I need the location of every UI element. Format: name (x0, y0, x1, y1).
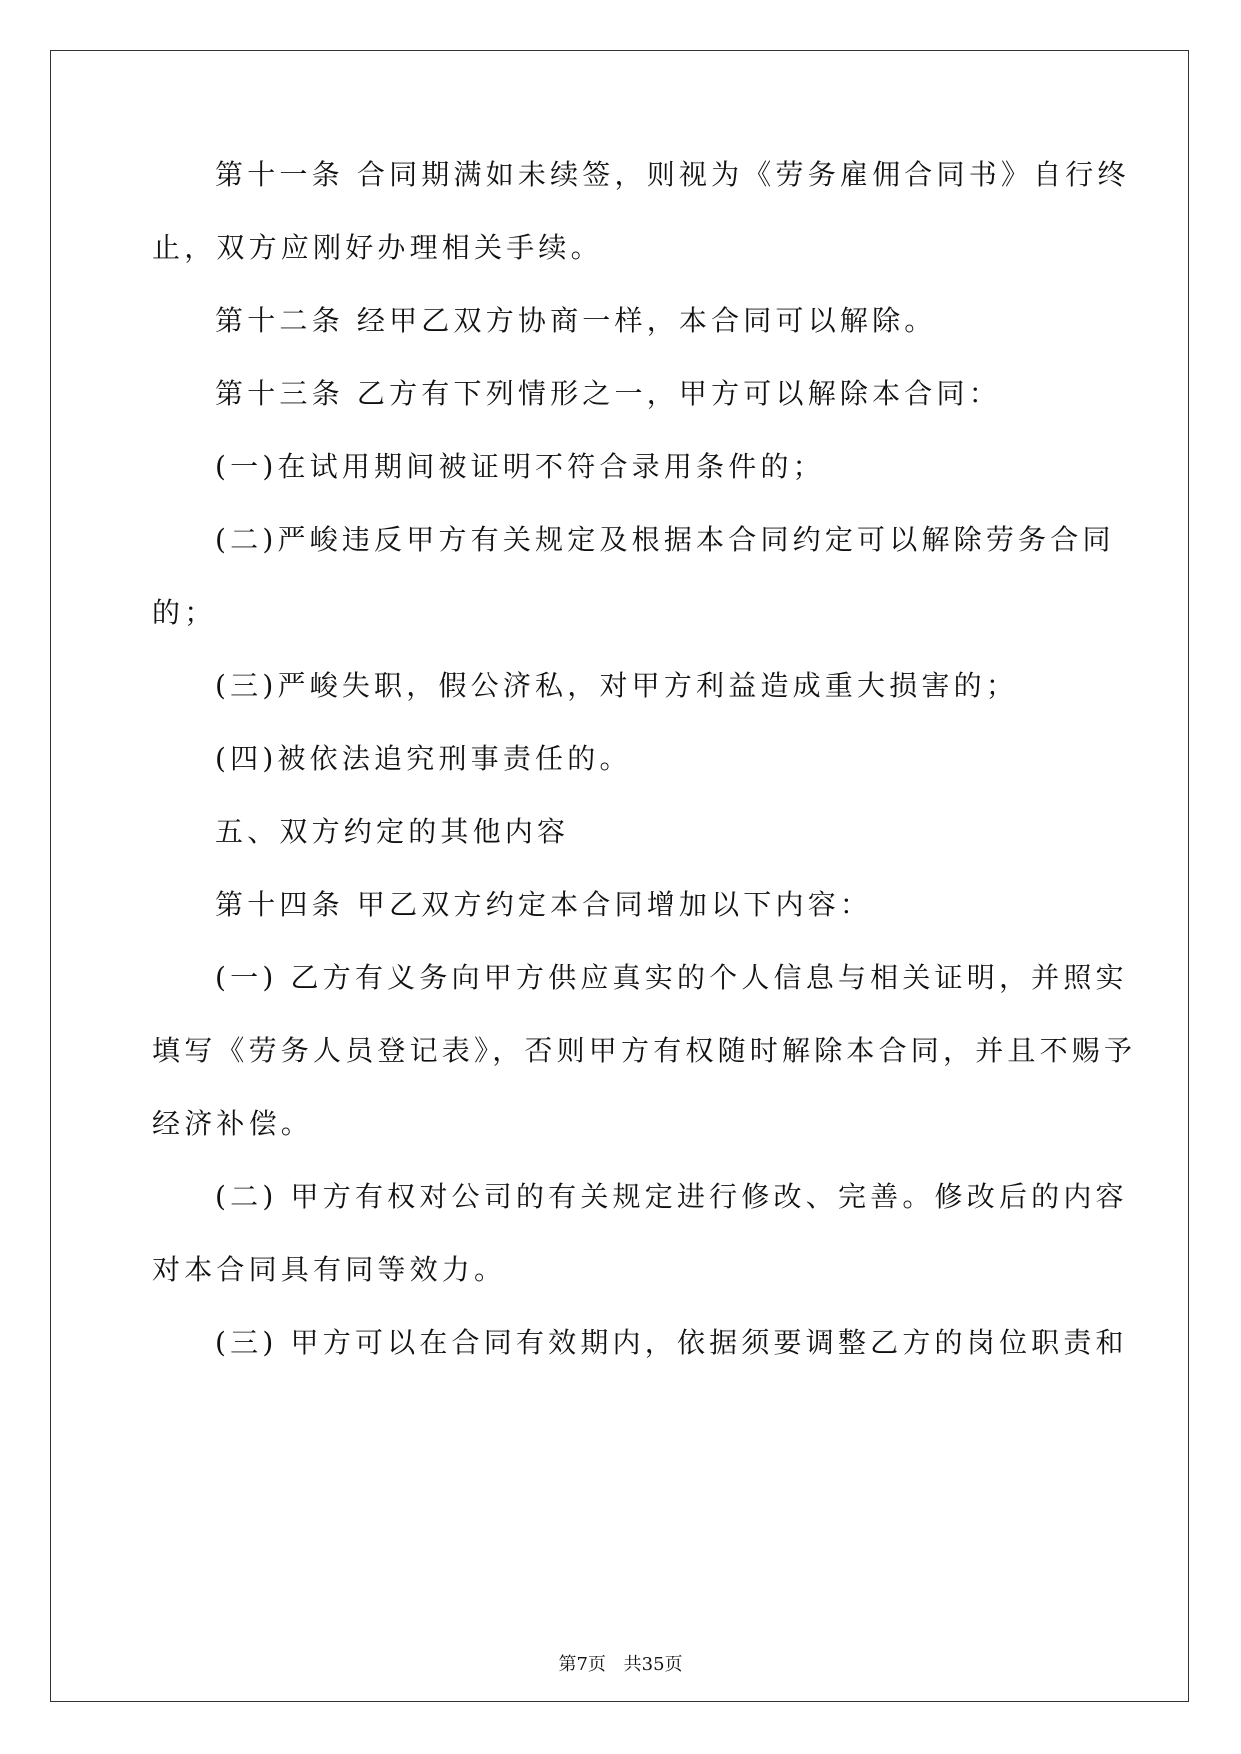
paragraph-line: (三)严峻失职，假公济私，对甲方利益造成重大损害的； (215, 669, 1019, 702)
page-total: 共35页 (623, 1654, 683, 1675)
paragraph-line: 止，双方应刚好办理相关手续。 (152, 231, 603, 264)
paragraph-line: 填写《劳务人员登记表》，否则甲方有权随时解除本合同，并且不赐予 (152, 1034, 1137, 1067)
paragraph-line: 第十四条 甲乙双方约定本合同增加以下内容： (215, 888, 873, 921)
paragraph-line: 第十三条 乙方有下列情形之一，甲方可以解除本合同： (215, 377, 1001, 410)
paragraph-line: (一)在试用期间被证明不符合录用条件的； (215, 450, 825, 483)
paragraph-line: (一) 乙方有义务向甲方供应真实的个人信息与相关证明，并照实 (215, 961, 1128, 994)
paragraph-line: (三) 甲方可以在合同有效期内，依据须要调整乙方的岗位职责和 (215, 1326, 1128, 1359)
paragraph-line: (二)严峻违反甲方有关规定及根据本合同约定可以解除劳务合同 (215, 523, 1115, 556)
paragraph-line: 第十二条 经甲乙双方协商一样，本合同可以解除。 (215, 304, 937, 337)
page-number: 第7页 (558, 1654, 606, 1675)
section-heading: 五、双方约定的其他内容 (215, 815, 570, 848)
paragraph-line: (二) 甲方有权对公司的有关规定进行修改、完善。修改后的内容 (215, 1180, 1128, 1213)
page-footer (0, 1652, 1241, 1678)
page-border (50, 50, 1189, 1702)
paragraph-line: 对本合同具有同等效力。 (152, 1253, 507, 1286)
paragraph-line: 经济补偿。 (152, 1107, 314, 1140)
paragraph-line: (四)被依法追究刑事责任的。 (215, 742, 632, 775)
paragraph-line: 第十一条 合同期满如未续签，则视为《劳务雇佣合同书》自行终 (215, 158, 1130, 191)
paragraph-line: 的； (152, 596, 217, 629)
